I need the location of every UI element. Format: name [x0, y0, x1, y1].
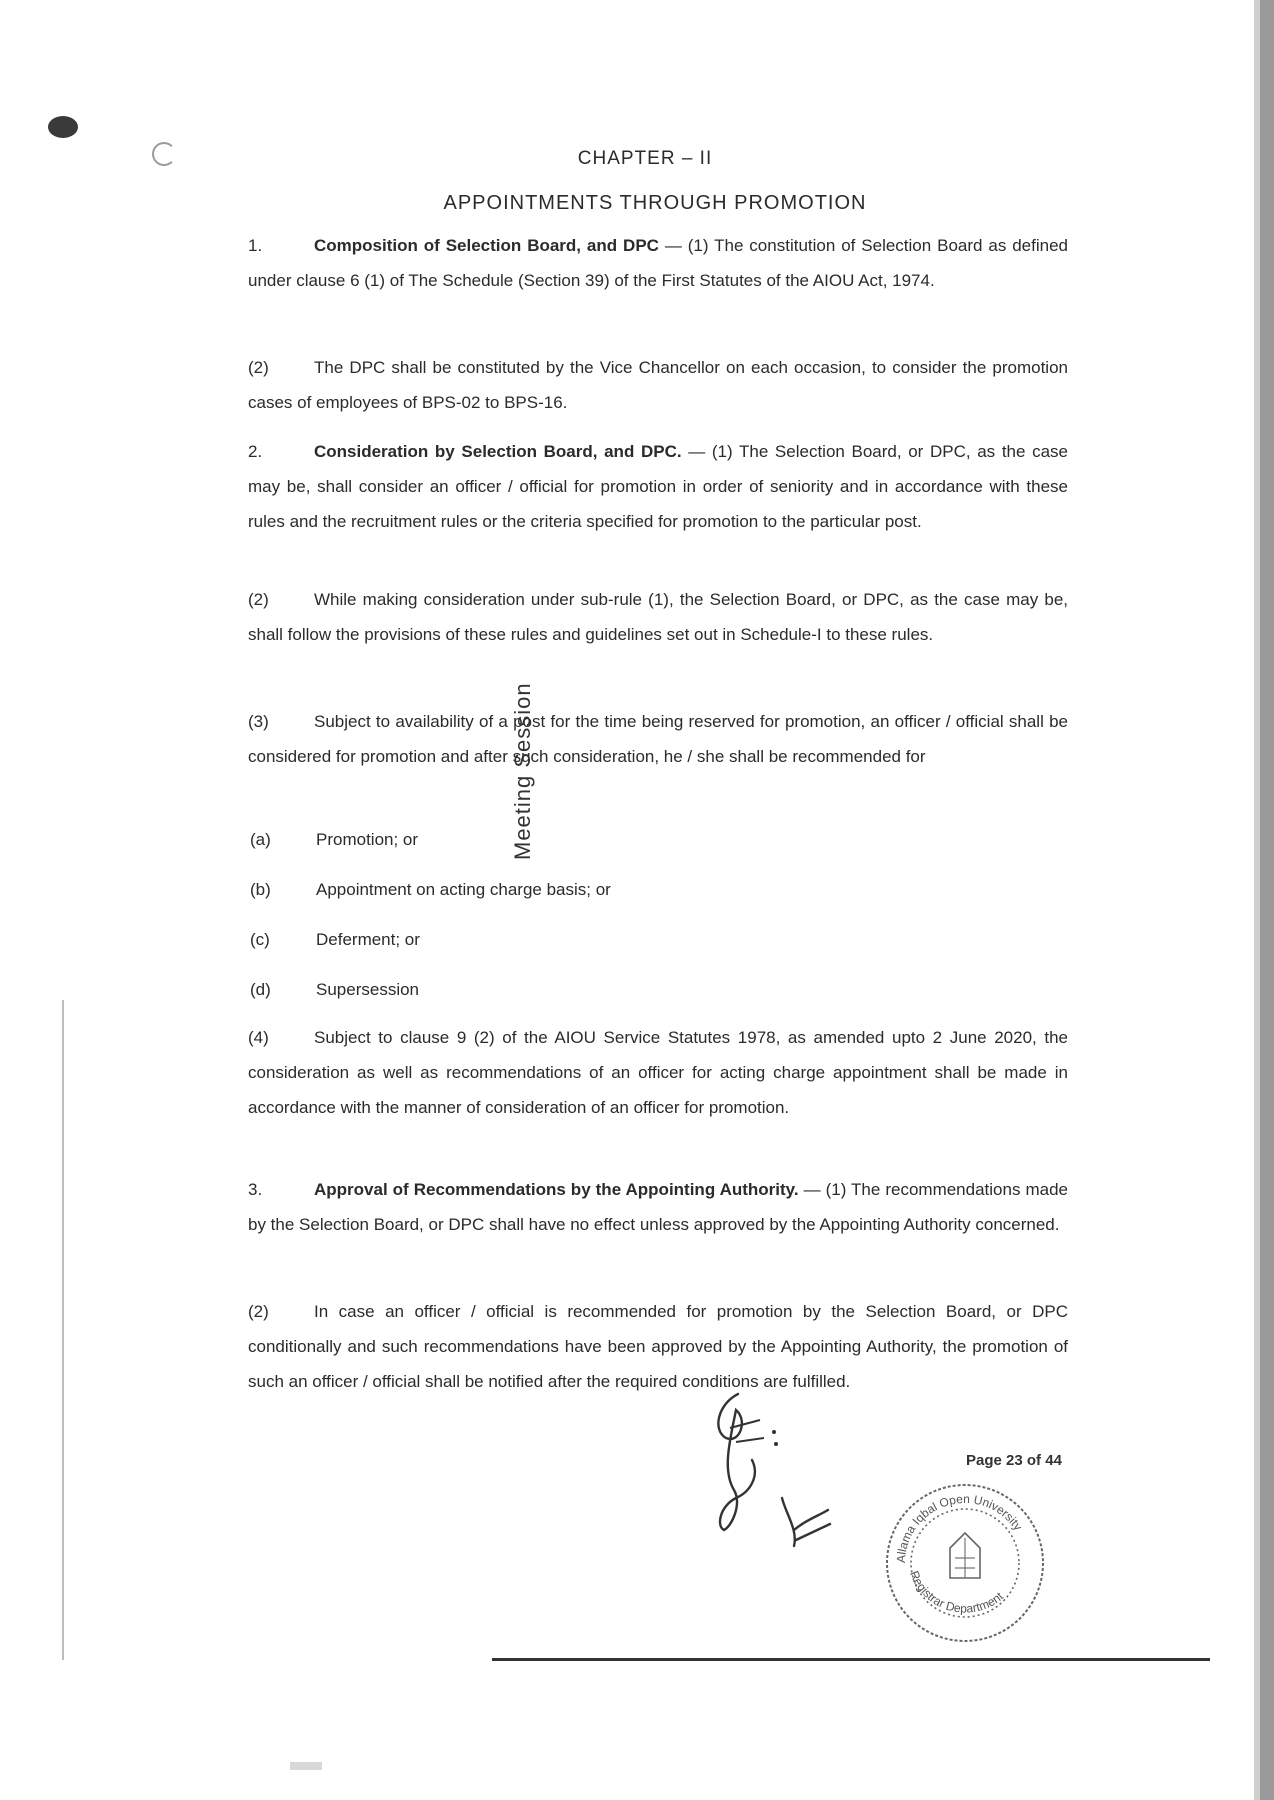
section-1-clause-2: [248, 350, 1068, 420]
list-item-label: (d): [250, 980, 271, 999]
clause-text: In case an officer / official is recommended for promotion by the Selection Board, or DPC conditionally and such recommendations have been approved by the Appointing Authority, the promotion of such an officer / official shall be notified after the required conditions are fulfilled.: [248, 1302, 1068, 1391]
section-text: — (1) The Selection Board, or DPC, as the case may be, shall consider an officer / official for promotion in order of seniority and in accordance with these rules and the recruitment rules or the criteria specified for promotion to the particular post.: [248, 442, 1069, 531]
clause-number: (4): [248, 1028, 269, 1047]
clause-number: (2): [248, 358, 269, 377]
clause-text: Subject to availability of a post for the time being reserved for promotion, an officer / official shall be considered for promotion and after such consideration, he / she shall be recommended for: [248, 712, 1068, 766]
clause-number: (3): [248, 712, 269, 731]
list-item: [250, 830, 418, 850]
list-item: [250, 930, 420, 950]
list-item-label: (a): [250, 830, 271, 849]
section-number: 3.: [248, 1180, 263, 1199]
svg-text:Allama Iqbal Open University: Allama Iqbal Open University: [893, 1491, 1026, 1564]
page-current: 23: [1006, 1452, 1023, 1469]
clause-text: While making consideration under sub-rule (1), the Selection Board, or DPC, as the case may be, shall follow the provisions of these rules and guidelines set out in Schedule-I to these rules.: [248, 590, 1068, 644]
section-2-clause-3: [248, 704, 1068, 774]
section-title: Approval of Recommendations by the Appointing Authority.: [314, 1180, 799, 1199]
chapter-heading: APPOINTMENTS THROUGH PROMOTION: [443, 192, 867, 214]
section-number: 2.: [248, 442, 263, 461]
page-of: of: [1026, 1452, 1042, 1469]
clause-number: (2): [248, 590, 269, 609]
meeting-session-stamp: Meeting Session: [510, 682, 535, 860]
clause-text: The DPC shall be constituted by the Vice Chancellor on each occasion, to consider the promotion cases of employees of BPS-02 to BPS-16.: [248, 358, 1068, 412]
svg-text:Registrar Department: Registrar Department: [907, 1568, 1006, 1616]
list-item: [250, 880, 611, 900]
section-text: — (1) The constitution of Selection Board as defined under clause 6 (1) of The Schedule (Section 39) of the First Statutes of the AIOU Act, 1974.: [248, 236, 1068, 290]
footer-rule: [492, 1658, 1210, 1661]
page-total: 44: [1045, 1452, 1062, 1469]
list-item-text: Promotion; or: [316, 830, 419, 849]
clause-number: (2): [248, 1302, 269, 1321]
section-3-clause-2: [248, 1294, 1068, 1399]
list-item: [250, 980, 419, 1000]
list-item-text: Supersession: [316, 980, 420, 999]
signature: [690, 1380, 850, 1565]
section-2-clause-2: [248, 582, 1068, 652]
section-text: — (1) The recommendations made by the Selection Board, or DPC shall have no effect unless approved by the Appointing Authority concerned.: [248, 1180, 1068, 1234]
page-label: Page: [966, 1452, 1002, 1469]
section-2-clause-4: [248, 1020, 1068, 1125]
list-item-text: Deferment; or: [316, 930, 420, 949]
section-title: Composition of Selection Board, and DPC: [314, 236, 659, 255]
list-item-label: (c): [250, 930, 270, 949]
section-1: [248, 228, 1068, 298]
section-number: 1.: [248, 236, 263, 255]
list-item-label: (b): [250, 880, 271, 899]
section-title: Consideration by Selection Board, and DPC.: [314, 442, 682, 461]
university-seal: [880, 1478, 1050, 1653]
list-item-text: Appointment on acting charge basis; or: [316, 880, 611, 899]
chapter-title: CHAPTER – II: [577, 148, 713, 169]
section-2: [248, 434, 1068, 539]
clause-text: Subject to clause 9 (2) of the AIOU Service Statutes 1978, as amended upto 2 June 2020, the consideration as well as recommendations of an officer for acting charge appointment shall be made in accordance with the manner of consideration of an officer for promotion.: [248, 1028, 1068, 1117]
section-3: [248, 1172, 1068, 1242]
page-number: [966, 1452, 1062, 1469]
